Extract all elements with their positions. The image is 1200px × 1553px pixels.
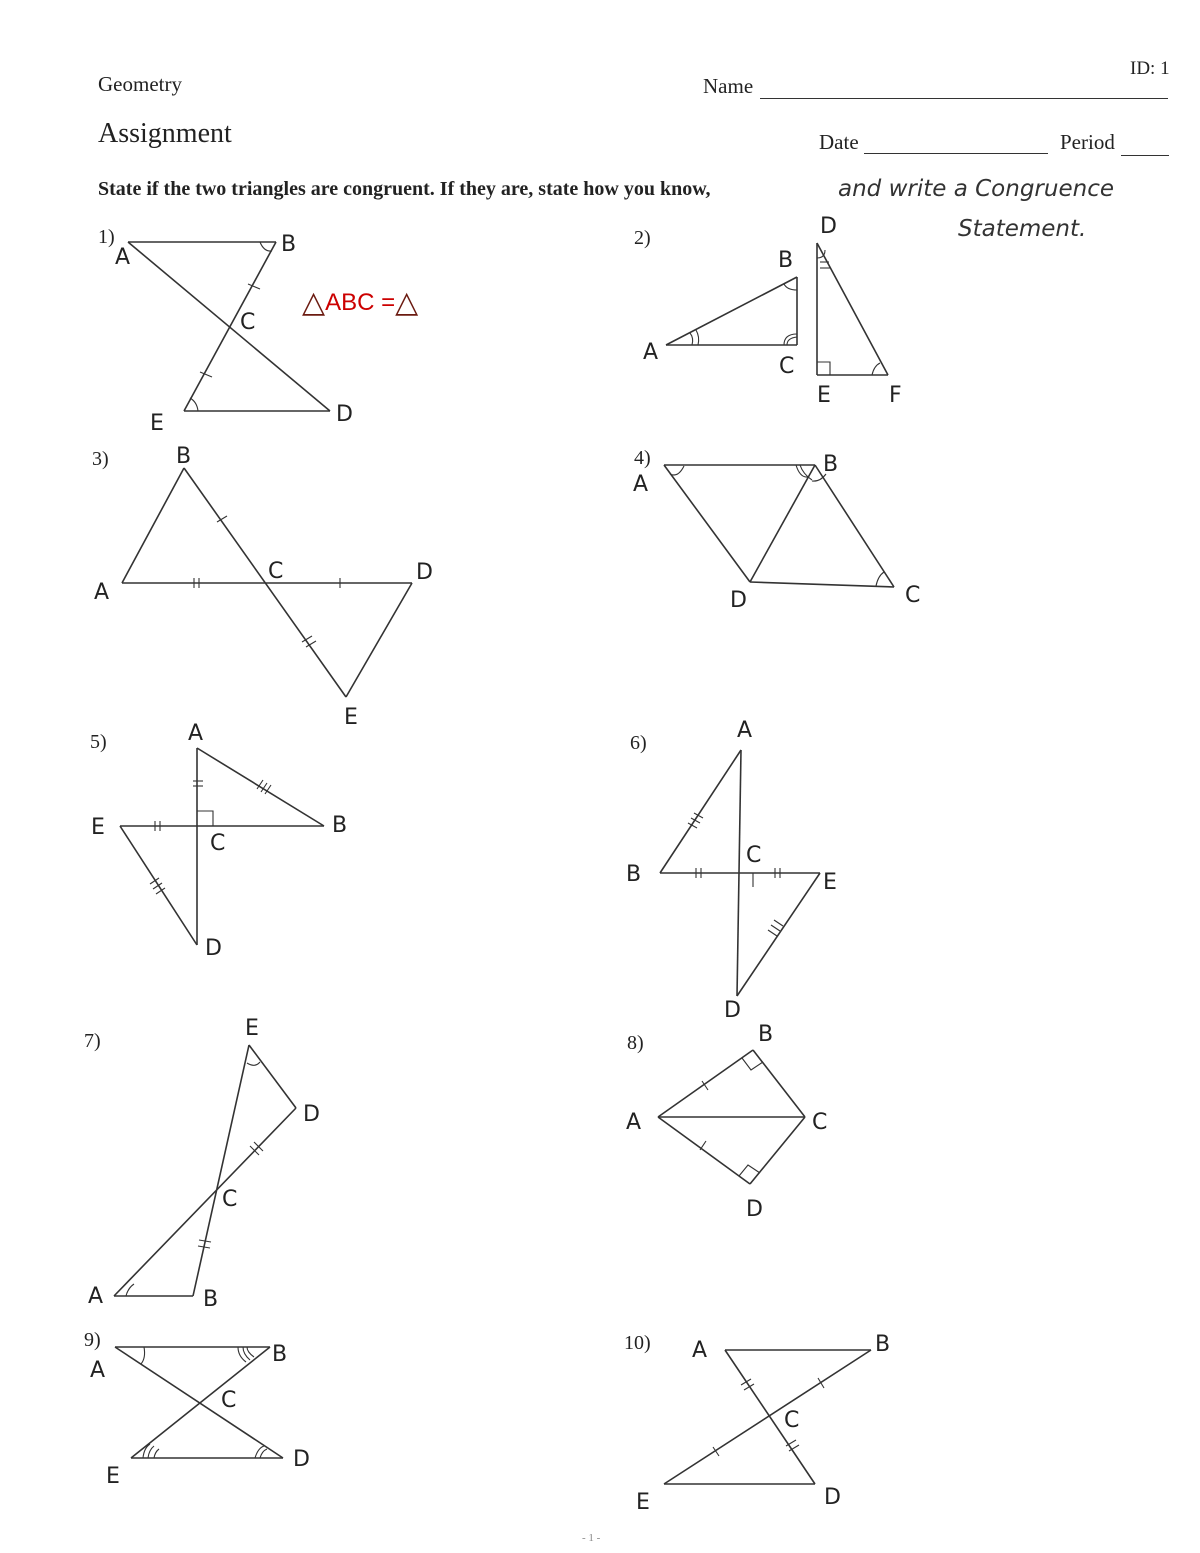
- problem-number-7: 7): [84, 1030, 101, 1052]
- p1-label-e: E: [150, 411, 164, 436]
- p9-label-d: D: [293, 1447, 310, 1472]
- p9-label-a: A: [90, 1358, 106, 1383]
- p3-label-a: A: [94, 580, 110, 605]
- figure-9: [115, 1347, 283, 1458]
- p10-label-e: E: [636, 1490, 650, 1515]
- p2-label-f: F: [889, 383, 902, 408]
- p8-label-c: C: [812, 1110, 828, 1135]
- p9-label-c: C: [221, 1388, 237, 1413]
- p4-label-c: C: [905, 583, 921, 608]
- p7-label-a: A: [88, 1284, 104, 1309]
- p2-label-c: C: [779, 354, 795, 379]
- p7-label-b: B: [203, 1287, 219, 1312]
- triangle-symbol-2: △: [395, 286, 419, 319]
- problem-number-10: 10): [624, 1332, 651, 1354]
- worksheet-id: ID: 1: [1130, 58, 1170, 79]
- figure-7: [114, 1045, 296, 1296]
- p6-label-b: B: [626, 862, 642, 887]
- p2-label-d: D: [820, 214, 837, 239]
- p1-label-a: A: [115, 245, 131, 270]
- p8-label-d: D: [746, 1197, 763, 1222]
- figure-10: [664, 1350, 871, 1484]
- p5-label-a: A: [188, 721, 204, 746]
- p5-label-b: B: [332, 813, 348, 838]
- problem-number-4: 4): [634, 447, 651, 469]
- p6-label-c: C: [746, 843, 762, 868]
- p10-label-c: C: [784, 1408, 800, 1433]
- problem-number-9: 9): [84, 1329, 101, 1351]
- answer-text: ABC =: [325, 289, 396, 316]
- p4-label-b: B: [823, 452, 839, 477]
- p2-label-e: E: [817, 383, 831, 408]
- p10-label-a: A: [692, 1338, 708, 1363]
- p5-label-e: E: [91, 815, 105, 840]
- p7-label-e: E: [245, 1016, 259, 1041]
- figure-3: [122, 468, 412, 697]
- p7-label-d: D: [303, 1102, 320, 1127]
- period-label: Period: [1060, 130, 1115, 154]
- p6-label-e: E: [823, 870, 837, 895]
- p1-label-c: C: [240, 310, 256, 335]
- p6-label-a: A: [737, 718, 753, 743]
- p3-label-e: E: [344, 705, 358, 730]
- handwritten-instruction-2: Statement.: [958, 216, 1087, 242]
- problem-number-2: 2): [634, 227, 651, 249]
- p2-label-b: B: [778, 248, 794, 273]
- figure-4: [664, 465, 894, 587]
- p7-label-c: C: [222, 1187, 238, 1212]
- p6-label-d: D: [724, 998, 741, 1023]
- name-label: Name: [703, 74, 754, 98]
- p2-label-a: A: [643, 340, 659, 365]
- p5-label-d: D: [205, 936, 222, 961]
- p1-label-b: B: [281, 232, 297, 257]
- p3-label-b: B: [176, 444, 192, 469]
- p4-label-a: A: [633, 472, 649, 497]
- problem-number-5: 5): [90, 731, 107, 753]
- subject-label: Geometry: [98, 72, 182, 96]
- problem-number-3: 3): [92, 448, 109, 470]
- p10-label-b: B: [875, 1332, 891, 1357]
- page-title: Assignment: [98, 118, 232, 149]
- problem-number-8: 8): [627, 1032, 644, 1054]
- p5-label-c: C: [210, 831, 226, 856]
- figure-6: [660, 750, 820, 996]
- p8-label-b: B: [758, 1022, 774, 1047]
- figure-8: [658, 1050, 805, 1184]
- figure-2: [666, 243, 888, 375]
- figure-1: [128, 242, 330, 411]
- instructions-text: State if the two triangles are congruent. If they are, state how you know,: [98, 178, 711, 200]
- page-footer: - 1 -: [582, 1532, 601, 1544]
- problem-number-6: 6): [630, 732, 647, 754]
- date-label: Date: [819, 130, 859, 154]
- p9-label-e: E: [106, 1464, 120, 1489]
- p9-label-b: B: [272, 1342, 288, 1367]
- p8-label-a: A: [626, 1110, 642, 1135]
- p4-label-d: D: [730, 588, 747, 613]
- handwritten-instruction-1: and write a Congruence: [838, 176, 1114, 202]
- problem-number-1: 1): [98, 226, 115, 248]
- triangle-symbol: △: [302, 286, 326, 319]
- p1-label-d: D: [336, 402, 353, 427]
- p3-label-d: D: [416, 560, 433, 585]
- p3-label-c: C: [268, 559, 284, 584]
- p10-label-d: D: [824, 1485, 841, 1510]
